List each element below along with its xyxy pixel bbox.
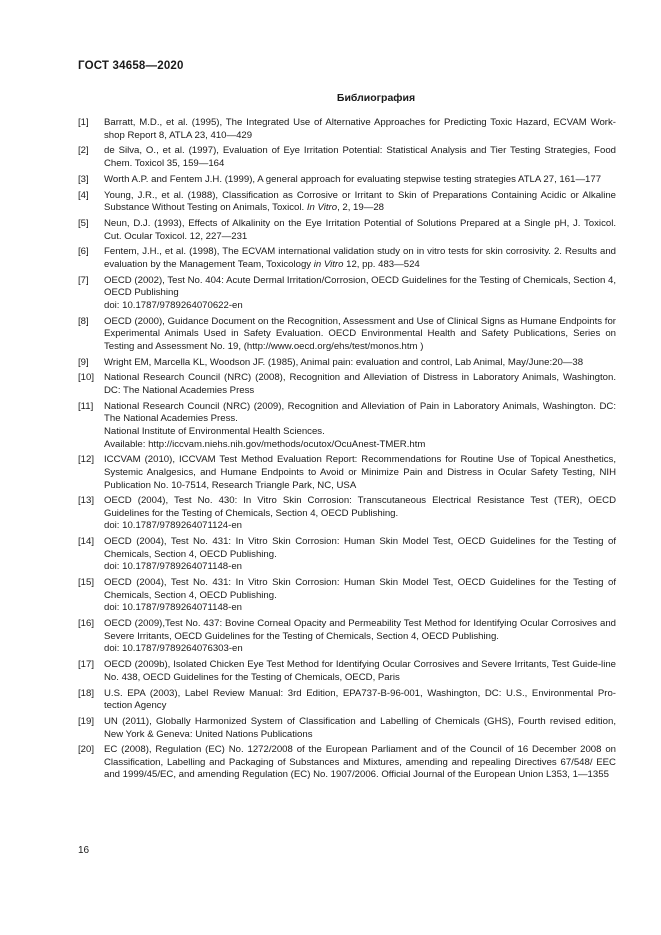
entry-text: Fentem, J.H., et al. (1998), The ECVAM international validation study on in vitro tests for skin corrosivity. 2. Results and evaluation by the Management Team, Toxicology in Vitro 12, pp. 483—524 (104, 246, 616, 270)
bib-entry-8 (78, 316, 616, 354)
entry-text: OECD (2002), Test No. 404: Acute Dermal Irritation/Corrosion, OECD Guidelines for the Testing of Chemicals, Section 4, OECD Publishing doi: 10.1787/9789264070622-en (104, 274, 616, 311)
entry-number: [9] (78, 356, 89, 368)
bib-entry-12 (78, 454, 616, 492)
entry-text: U.S. EPA (2003), Label Review Manual: 3rd Edition, EPA737-B-96-001, Washington, DC: U.S., Environmental Pro-tection Agency (104, 687, 616, 712)
bib-entry-14 (78, 536, 616, 574)
bib-entry-13 (78, 495, 616, 533)
entry-number: [8] (78, 315, 89, 327)
doi-line: doi: 10.1787/9789264071124-en (104, 520, 242, 532)
entry-text: OECD (2000), Guidance Document on the Recognition, Assessment and Use of Clinical Signs as Humane Endpoints for Experimental Animals Used in Safety Evaluation. OECD Environmental Health and Safety Publications, Series on Testing and Assessment No. 19, (http://www.oecd.org/ehs/test/monos.htm ) (104, 315, 616, 352)
doi-line: doi: 10.1787/9789264071148-en (104, 561, 242, 573)
bib-entry-5 (78, 218, 616, 243)
entry-number: [20] (78, 744, 95, 756)
entry-text: National Research Council (NRC) (2009), Recognition and Alleviation of Pain in Laboratory Animals, Washington. DC: The National Academies Press. National Institute of Environmental Health Sciences. Available: http://iccvam.niehs.nih.gov/methods/ocutox/OcuAnest-TMER.htm (104, 400, 616, 450)
bibliography-title: Библиография (336, 92, 416, 104)
entry-number: [2] (78, 145, 89, 157)
entry-text: OECD (2004), Test No. 431: In Vitro Skin Corrosion: Human Skin Model Test, OECD Guidelines for the Testing of Chemicals, Section 4, OECD Publishing. doi: 10.1787/9789264071148-en (104, 536, 616, 573)
bib-entry-19 (78, 716, 616, 741)
bib-entry-2 (78, 145, 616, 170)
entry-text: OECD (2004), Test No. 430: In Vitro Skin Corrosion: Transcutaneous Electrical Resistance Test (TER), OECD Guidelines for the Testing of Chemicals, Section 4, OECD Publishing. doi: 10.1787/9789264071124-en (104, 495, 616, 532)
entry-text: Neun, D.J. (1993), Effects of Alkalinity on the Eye Irritation Potential of Solutions Prepared at a Single pH, J. Toxicol. Cut. Ocular Toxicol. 12, 227—231 (104, 217, 616, 242)
entry-text: OECD (2009),Test No. 437: Bovine Corneal Opacity and Permeability Test Method for Identifying Ocular Corrosives and Severe Irritants, OECD Guidelines for the Testing of Chemicals, Section 4, OECD Publishing. doi: 10.1787/9789264076303-en (104, 618, 616, 655)
entry-text: UN (2011), Globally Harmonized System of Classification and Labelling of Chemicals (GHS), Fourth revised edition, New York & Geneva: United Nations Publications (104, 715, 616, 740)
bib-entry-15 (78, 577, 616, 615)
entry-text: Barratt, M.D., et al. (1995), The Integrated Use of Alternative Approaches for Predicting Toxic Hazard, ECVAM Work-shop Report 8, ATLA 23, 410—429 (104, 117, 616, 141)
bib-entry-9 (78, 357, 616, 370)
doi-line: doi: 10.1787/9789264076303-en (104, 643, 243, 655)
bib-entry-1 (78, 117, 616, 142)
entry-text: Young, J.R., et al. (1988), Classification as Corrosive or Irritant to Skin of Preparations Containing Acidic or Alkaline Substance Without Testing on Animals, Toxicol. In Vitro, 2, 19—28 (104, 189, 616, 214)
bib-entry-20 (78, 744, 616, 782)
bib-entry-4 (78, 190, 616, 215)
bib-entry-11 (78, 401, 616, 451)
entry-number: [10] (78, 372, 95, 384)
bib-entry-17 (78, 659, 616, 684)
entry-number: [11] (78, 400, 94, 412)
page-number: 16 (78, 845, 90, 856)
entry-number: [14] (78, 536, 95, 548)
entry-text: de Silva, O., et al. (1997), Evaluation of Eye Irritation Potential: Statistical Analysis and Tier Testing Strategies, Food Chem. Toxicol 35, 159—164 (104, 145, 616, 169)
entry-number: [12] (78, 454, 95, 466)
url-line: Available: http://iccvam.niehs.nih.gov/methods/ocutox/OcuAnest-TMER.htm (104, 438, 426, 450)
entry-number: [18] (78, 687, 95, 699)
entry-number: [15] (78, 577, 95, 589)
entry-text: ICCVAM (2010), ICCVAM Test Method Evaluation Report: Recommendations for Routine Use of Topical Anesthetics, Systemic Analgesics, and Humane Endpoints to Avoid or Minimize Pain and Distress in Ocular Safety Testing, NIH Publication No. 10-7514, Research Triangle Park, NC, USA (104, 454, 616, 491)
entry-number: [4] (78, 189, 89, 201)
bib-entry-18 (78, 688, 616, 713)
entry-text: Wright EM, Marcella KL, Woodson JF. (1985), Animal pain: evaluation and control, Lab Animal, May/June:20—38 (104, 356, 584, 368)
bib-entry-16 (78, 618, 616, 656)
doi-line: doi: 10.1787/9789264070622-en (104, 299, 243, 311)
bib-entry-7 (78, 275, 616, 313)
entry-text: OECD (2004), Test No. 431: In Vitro Skin Corrosion: Human Skin Model Test, OECD Guidelines for the Testing of Chemicals, Section 4, OECD Publishing. doi: 10.1787/9789264071148-en (104, 577, 616, 614)
entry-text: OECD (2009b), Isolated Chicken Eye Test Method for Identifying Ocular Corrosives and Severe Irritants, Test Guide-line No. 438, OECD Guidelines for the Testing of Chemicals, OECD, Paris (104, 659, 616, 683)
entry-text: Worth A.P. and Fentem J.H. (1999), A general approach for evaluating stepwise testing strategies ATLA 27, 161—177 (104, 173, 602, 185)
document-header: ГОСТ 34658—2020 (78, 60, 184, 72)
entry-number: [13] (78, 495, 95, 507)
bib-entry-10 (78, 372, 616, 397)
entry-number: [3] (78, 173, 89, 185)
entry-number: [1] (78, 117, 89, 128)
entry-extra-line: National Institute of Environmental Health Sciences. (104, 425, 325, 437)
entry-number: [7] (78, 274, 89, 286)
doi-line: doi: 10.1787/9789264071148-en (104, 602, 242, 614)
entry-number: [16] (78, 618, 95, 630)
bibliography-list (78, 117, 616, 785)
bib-entry-3 (78, 174, 616, 187)
entry-number: [6] (78, 246, 89, 258)
entry-text: National Research Council (NRC) (2008), Recognition and Alleviation of Distress in Laboratory Animals, Washington. DC: The National Academies Press (104, 372, 616, 396)
bib-entry-6 (78, 246, 616, 271)
entry-number: [19] (78, 715, 95, 727)
entry-number: [5] (78, 217, 89, 229)
entry-number: [17] (78, 659, 95, 671)
entry-text: EC (2008), Regulation (EC) No. 1272/2008 of the European Parliament and of the Council of 16 December 2008 on Classification, Labelling and Packaging of Substances and Mixtures, amending and repealing Directives 67/548/ EEC and 1999/45/EC, and amending Regulation (EC) No. 1907/2006. Official Journal of the European Union L353, 1—1355 (104, 744, 616, 781)
